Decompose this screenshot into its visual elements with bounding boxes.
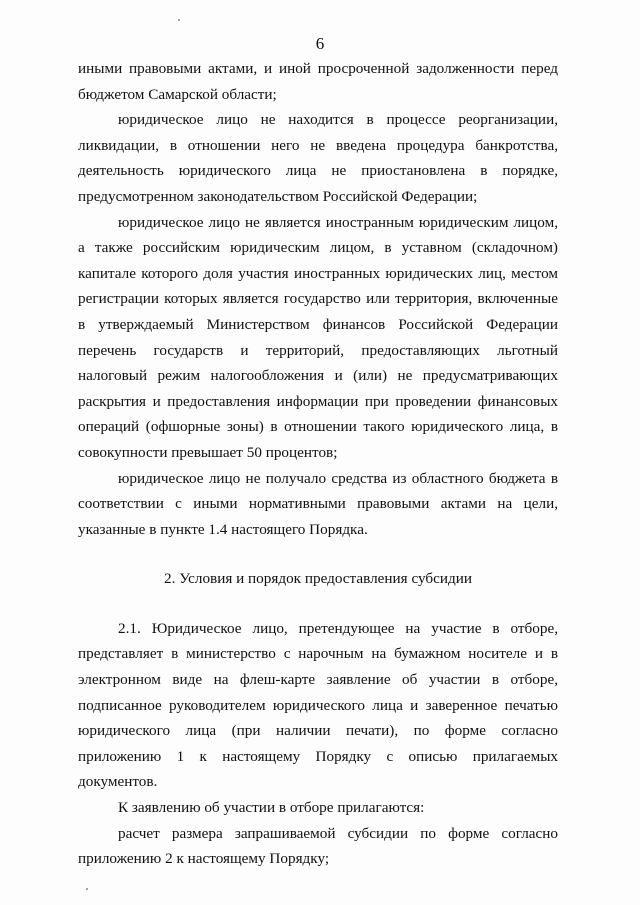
paragraph-2-1: 2.1. Юридическое лицо, претендующее на участие в отборе, представляет в министерство с нарочным на бумажном носителе и в электронном виде на флеш-карте заявление об участии в отборе, подписанное руководителем юридического лица и заверенное печатью юридического лица (при наличии печати), по форме согласно приложению 1 к настоящему Порядку с описью прилагаемых документов.: [78, 619, 558, 791]
paragraph-foreign-entity: юридическое лицо не является иностранным юридическим лицом, а также российским юридическим лицом, в уставном (складочном) капитале которого доля участия иностранных юридических лиц, местом регистрации которых является государство или территория, включенные в утверждаемый Министерством финансов Российской Федерации перечень государств и территорий, предоставляющих льготный налоговый режим налогообложения и (или) не предусматривающих раскрытия и предоставления информации при проведении финансовых операций (офшорные зоны) в отношении такого юридического лица, в совокупности превышает 50 процентов;: [78, 213, 558, 461]
scan-speck: [86, 888, 88, 890]
paragraph-continuation: иными правовыми актами, и иной просроченной задолженности перед бюджетом Самарской области;: [78, 60, 558, 103]
paragraph-reorganization: юридическое лицо не находится в процессе реорганизации, ликвидации, в отношении него не введена процедура банкротства, деятельность юридического лица не приостановлена в порядке, предусмотренном законодательством Российской Федерации;: [78, 111, 558, 205]
page-number: 6: [315, 34, 325, 53]
paragraph-subsidy-calculation: расчет размера запрашиваемой субсидии по форме согласно приложению 2 к настоящему Порядку;: [78, 824, 558, 868]
document-body: [78, 56, 558, 872]
section-title: 2. Условия и порядок предоставления субсидии: [164, 570, 472, 588]
paragraph-attachments-intro: К заявлению об участии в отборе прилагаются:: [118, 799, 425, 817]
scan-speck: [178, 19, 180, 21]
paragraph-regional-budget: юридическое лицо не получало средства из областного бюджета в соответствии с иными нормативными правовыми актами на цели, указанные в пункте 1.4 настоящего Порядка.: [78, 469, 558, 538]
